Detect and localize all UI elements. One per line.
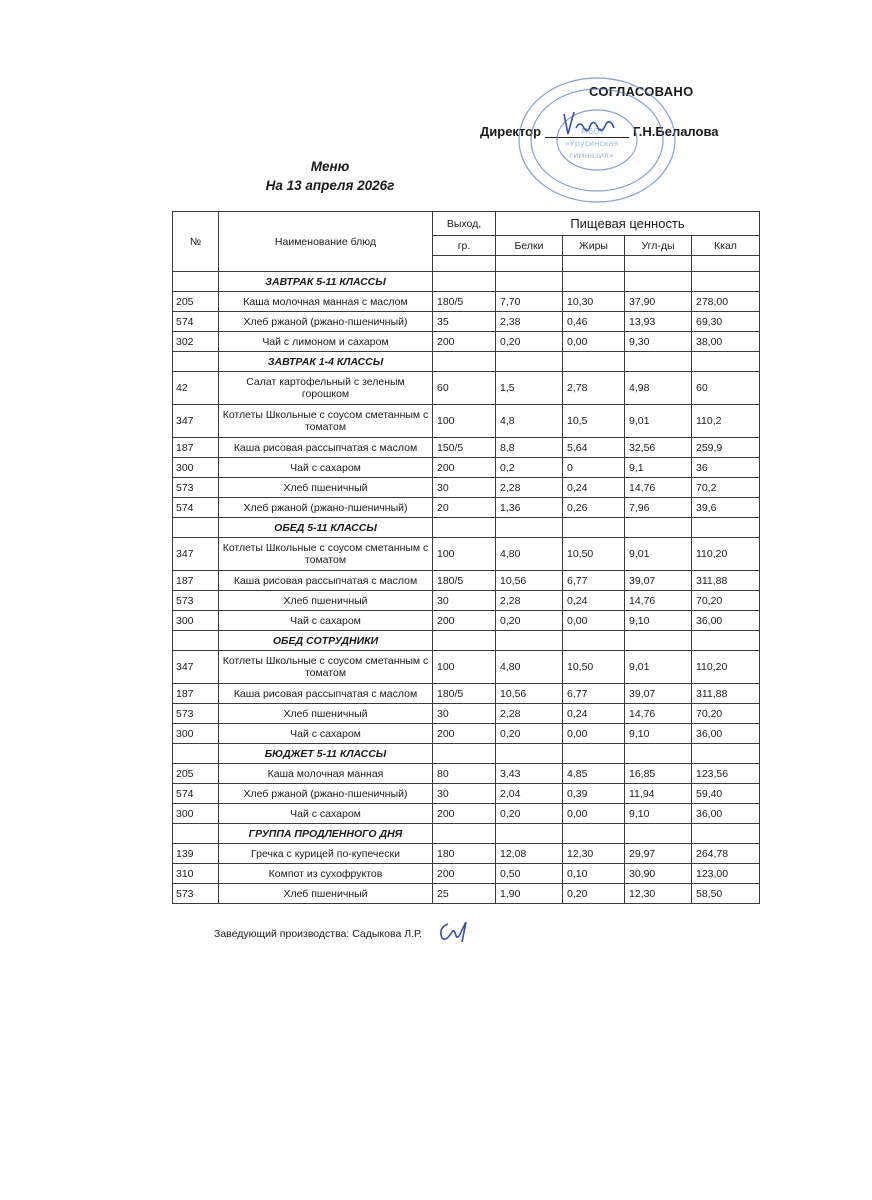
dish-kcal: 69,30 (692, 312, 760, 332)
dish-yield: 100 (433, 405, 496, 438)
section-spacer (433, 272, 496, 292)
dish-code: 574 (173, 312, 219, 332)
dish-name: Каша молочная манная (219, 764, 433, 784)
section-spacer (496, 631, 563, 651)
dish-yield: 200 (433, 804, 496, 824)
section-spacer (625, 744, 692, 764)
dish-fat: 0 (563, 458, 625, 478)
col-name-header: Наименование блюд (219, 212, 433, 272)
dish-yield: 200 (433, 864, 496, 884)
dish-fat: 0,00 (563, 332, 625, 352)
dish-kcal: 110,20 (692, 538, 760, 571)
dish-code: 187 (173, 571, 219, 591)
dish-carbs: 29,97 (625, 844, 692, 864)
section-spacer (692, 824, 760, 844)
svg-text:«Урусинская: «Урусинская (565, 139, 619, 148)
dish-protein: 2,38 (496, 312, 563, 332)
dish-protein: 3,43 (496, 764, 563, 784)
dish-name: Компот из сухофруктов (219, 864, 433, 884)
dish-fat: 0,24 (563, 478, 625, 498)
dish-fat: 0,00 (563, 611, 625, 631)
header-spacer (692, 256, 760, 272)
dish-name: Хлеб ржаной (ржано-пшеничный) (219, 498, 433, 518)
dish-fat: 0,10 (563, 864, 625, 884)
dish-code: 300 (173, 458, 219, 478)
dish-name: Каша рисовая рассыпчатая с маслом (219, 684, 433, 704)
dish-protein: 2,28 (496, 478, 563, 498)
dish-code: 574 (173, 784, 219, 804)
dish-fat: 0,39 (563, 784, 625, 804)
dish-fat: 0,46 (563, 312, 625, 332)
section-row (173, 824, 760, 844)
section-spacer (173, 824, 219, 844)
table-row (173, 571, 760, 591)
section-spacer (692, 744, 760, 764)
approved-label: СОГЛАСОВАНО (589, 84, 694, 99)
dish-kcal: 36,00 (692, 724, 760, 744)
dish-kcal: 58,50 (692, 884, 760, 904)
dish-code: 347 (173, 405, 219, 438)
section-spacer (563, 824, 625, 844)
dish-protein: 1,36 (496, 498, 563, 518)
dish-carbs: 14,76 (625, 591, 692, 611)
table-row (173, 724, 760, 744)
dish-fat: 6,77 (563, 684, 625, 704)
dish-name: Чай с сахаром (219, 804, 433, 824)
dish-yield: 25 (433, 884, 496, 904)
table-row (173, 651, 760, 684)
dish-name: Салат картофельный с зеленым горошком (219, 372, 433, 405)
dish-kcal: 36,00 (692, 804, 760, 824)
dish-code: 574 (173, 498, 219, 518)
dish-name: Хлеб пшеничный (219, 704, 433, 724)
section-spacer (496, 352, 563, 372)
dish-fat: 0,00 (563, 804, 625, 824)
dish-protein: 1,5 (496, 372, 563, 405)
section-title: ОБЕД СОТРУДНИКИ (219, 631, 433, 651)
dish-protein: 10,56 (496, 684, 563, 704)
dish-protein: 4,8 (496, 405, 563, 438)
dish-code: 347 (173, 538, 219, 571)
dish-carbs: 9,01 (625, 651, 692, 684)
dish-name: Каша рисовая рассыпчатая с маслом (219, 571, 433, 591)
dish-name: Котлеты Школьные с соусом сметанным с томатом (219, 538, 433, 571)
director-label: Директор (480, 124, 542, 139)
dish-carbs: 9,10 (625, 804, 692, 824)
dish-yield: 30 (433, 784, 496, 804)
dish-carbs: 9,01 (625, 405, 692, 438)
footer-signoff: Заведующий производства: Садыкова Л.Р. (214, 928, 422, 940)
section-spacer (433, 518, 496, 538)
dish-yield: 180 (433, 844, 496, 864)
dish-code: 187 (173, 684, 219, 704)
dish-fat: 0,24 (563, 591, 625, 611)
section-spacer (173, 744, 219, 764)
dish-fat: 0,24 (563, 704, 625, 724)
dish-yield: 35 (433, 312, 496, 332)
dish-name: Хлеб ржаной (ржано-пшеничный) (219, 784, 433, 804)
dish-fat: 0,20 (563, 884, 625, 904)
dish-protein: 8,8 (496, 438, 563, 458)
table-row (173, 884, 760, 904)
dish-protein: 1,90 (496, 884, 563, 904)
table-row (173, 591, 760, 611)
table-row (173, 478, 760, 498)
dish-name: Каша молочная манная с маслом (219, 292, 433, 312)
dish-yield: 180/5 (433, 571, 496, 591)
dish-yield: 30 (433, 704, 496, 724)
col-yield-unit: гр. (433, 236, 496, 256)
dish-protein: 0,20 (496, 611, 563, 631)
dish-name: Чай с сахаром (219, 458, 433, 478)
dish-yield: 60 (433, 372, 496, 405)
section-spacer (563, 518, 625, 538)
table-row (173, 372, 760, 405)
dish-kcal: 59,40 (692, 784, 760, 804)
dish-code: 302 (173, 332, 219, 352)
dish-protein: 0,20 (496, 332, 563, 352)
menu-table-body (173, 272, 760, 904)
section-spacer (563, 352, 625, 372)
table-row (173, 864, 760, 884)
dish-fat: 10,30 (563, 292, 625, 312)
dish-code: 139 (173, 844, 219, 864)
table-row (173, 684, 760, 704)
dish-name: Чай с лимоном и сахаром (219, 332, 433, 352)
section-spacer (173, 272, 219, 292)
dish-yield: 100 (433, 538, 496, 571)
dish-fat: 10,50 (563, 538, 625, 571)
dish-yield: 100 (433, 651, 496, 684)
dish-yield: 30 (433, 591, 496, 611)
section-spacer (563, 272, 625, 292)
table-row (173, 438, 760, 458)
table-row (173, 704, 760, 724)
section-spacer (496, 744, 563, 764)
section-spacer (433, 744, 496, 764)
section-spacer (496, 272, 563, 292)
section-spacer (433, 352, 496, 372)
table-row (173, 844, 760, 864)
table-row (173, 292, 760, 312)
dish-kcal: 259,9 (692, 438, 760, 458)
dish-kcal: 36,00 (692, 611, 760, 631)
dish-fat: 0,26 (563, 498, 625, 518)
table-row (173, 784, 760, 804)
dish-name: Котлеты Школьные с соусом сметанным с томатом (219, 651, 433, 684)
dish-kcal: 123,00 (692, 864, 760, 884)
dish-carbs: 9,30 (625, 332, 692, 352)
table-row (173, 458, 760, 478)
dish-fat: 5,64 (563, 438, 625, 458)
dish-yield: 200 (433, 458, 496, 478)
dish-carbs: 32,56 (625, 438, 692, 458)
header-spacer (563, 256, 625, 272)
dish-name: Котлеты Школьные с соусом сметанным с томатом (219, 405, 433, 438)
dish-code: 347 (173, 651, 219, 684)
section-spacer (433, 824, 496, 844)
col-fat-header: Жиры (563, 236, 625, 256)
director-name: Г.Н.Белалова (633, 124, 719, 139)
section-spacer (625, 824, 692, 844)
section-spacer (496, 518, 563, 538)
section-title: БЮДЖЕТ 5-11 КЛАССЫ (219, 744, 433, 764)
table-row (173, 498, 760, 518)
dish-fat: 2,78 (563, 372, 625, 405)
section-title: ГРУППА ПРОДЛЕННОГО ДНЯ (219, 824, 433, 844)
dish-carbs: 16,85 (625, 764, 692, 784)
dish-carbs: 9,1 (625, 458, 692, 478)
dish-carbs: 14,76 (625, 478, 692, 498)
section-title: ОБЕД 5-11 КЛАССЫ (219, 518, 433, 538)
dish-protein: 2,28 (496, 591, 563, 611)
table-row (173, 611, 760, 631)
dish-kcal: 110,20 (692, 651, 760, 684)
section-row (173, 631, 760, 651)
dish-carbs: 9,10 (625, 724, 692, 744)
col-number-header: № (173, 212, 219, 272)
dish-protein: 4,80 (496, 651, 563, 684)
dish-fat: 12,30 (563, 844, 625, 864)
dish-yield: 20 (433, 498, 496, 518)
dish-yield: 200 (433, 724, 496, 744)
dish-yield: 80 (433, 764, 496, 784)
table-row (173, 312, 760, 332)
dish-kcal: 311,88 (692, 684, 760, 704)
section-title: ЗАВТРАК 1-4 КЛАССЫ (219, 352, 433, 372)
menu-table (172, 211, 760, 904)
dish-kcal: 70,20 (692, 591, 760, 611)
dish-code: 300 (173, 804, 219, 824)
col-yield-header: Выход, (433, 212, 496, 236)
dish-carbs: 9,01 (625, 538, 692, 571)
dish-kcal: 38,00 (692, 332, 760, 352)
director-signature (560, 108, 620, 138)
dish-code: 573 (173, 591, 219, 611)
chef-signature (436, 918, 476, 944)
dish-yield: 150/5 (433, 438, 496, 458)
section-spacer (433, 631, 496, 651)
col-kcal-header: Ккал (692, 236, 760, 256)
dish-fat: 4,85 (563, 764, 625, 784)
svg-text:МБОУ: МБОУ (581, 127, 605, 136)
school-seal-stamp (505, 68, 685, 208)
dish-carbs: 9,10 (625, 611, 692, 631)
dish-code: 42 (173, 372, 219, 405)
dish-kcal: 278,00 (692, 292, 760, 312)
dish-carbs: 14,76 (625, 704, 692, 724)
dish-carbs: 7,96 (625, 498, 692, 518)
dish-kcal: 311,88 (692, 571, 760, 591)
page-title: Меню (310, 159, 350, 174)
table-row (173, 764, 760, 784)
section-spacer (692, 631, 760, 651)
section-row (173, 518, 760, 538)
dish-kcal: 123,56 (692, 764, 760, 784)
dish-carbs: 39,07 (625, 571, 692, 591)
dish-code: 205 (173, 764, 219, 784)
dish-name: Хлеб пшеничный (219, 884, 433, 904)
table-row (173, 332, 760, 352)
dish-code: 573 (173, 478, 219, 498)
section-spacer (173, 518, 219, 538)
dish-kcal: 60 (692, 372, 760, 405)
dish-carbs: 11,94 (625, 784, 692, 804)
dish-carbs: 13,93 (625, 312, 692, 332)
section-spacer (692, 272, 760, 292)
menu-title-block (240, 157, 420, 195)
dish-protein: 0,20 (496, 804, 563, 824)
svg-text:гимназия»: гимназия» (569, 151, 614, 160)
section-spacer (692, 352, 760, 372)
dish-carbs: 39,07 (625, 684, 692, 704)
header-spacer (496, 256, 563, 272)
col-nutrition-header: Пищевая ценность (496, 212, 760, 236)
dish-code: 573 (173, 884, 219, 904)
section-row (173, 272, 760, 292)
dish-fat: 10,50 (563, 651, 625, 684)
dish-kcal: 110,2 (692, 405, 760, 438)
dish-protein: 2,04 (496, 784, 563, 804)
dish-protein: 10,56 (496, 571, 563, 591)
dish-yield: 200 (433, 332, 496, 352)
dish-fat: 0,00 (563, 724, 625, 744)
section-spacer (625, 518, 692, 538)
dish-carbs: 30,90 (625, 864, 692, 884)
section-spacer (563, 631, 625, 651)
dish-name: Хлеб пшеничный (219, 478, 433, 498)
dish-kcal: 264,78 (692, 844, 760, 864)
dish-fat: 6,77 (563, 571, 625, 591)
dish-yield: 180/5 (433, 292, 496, 312)
section-spacer (496, 824, 563, 844)
dish-name: Гречка с курицей по-купечески (219, 844, 433, 864)
dish-protein: 4,80 (496, 538, 563, 571)
dish-code: 573 (173, 704, 219, 724)
dish-code: 300 (173, 724, 219, 744)
dish-name: Хлеб пшеничный (219, 591, 433, 611)
section-spacer (625, 272, 692, 292)
section-spacer (173, 631, 219, 651)
section-spacer (625, 352, 692, 372)
table-row (173, 405, 760, 438)
dish-fat: 10,5 (563, 405, 625, 438)
dish-yield: 200 (433, 611, 496, 631)
section-row (173, 352, 760, 372)
dish-code: 300 (173, 611, 219, 631)
dish-protein: 0,20 (496, 724, 563, 744)
dish-name: Хлеб ржаной (ржано-пшеничный) (219, 312, 433, 332)
dish-carbs: 12,30 (625, 884, 692, 904)
dish-kcal: 70,20 (692, 704, 760, 724)
header-spacer (625, 256, 692, 272)
dish-name: Чай с сахаром (219, 611, 433, 631)
section-title: ЗАВТРАК 5-11 КЛАССЫ (219, 272, 433, 292)
header-spacer (433, 256, 496, 272)
col-protein-header: Белки (496, 236, 563, 256)
section-spacer (625, 631, 692, 651)
section-spacer (563, 744, 625, 764)
dish-code: 205 (173, 292, 219, 312)
dish-protein: 0,2 (496, 458, 563, 478)
section-row (173, 744, 760, 764)
dish-yield: 30 (433, 478, 496, 498)
col-carbs-header: Угл-ды (625, 236, 692, 256)
dish-code: 310 (173, 864, 219, 884)
dish-protein: 12,08 (496, 844, 563, 864)
dish-kcal: 70,2 (692, 478, 760, 498)
dish-code: 187 (173, 438, 219, 458)
dish-kcal: 39,6 (692, 498, 760, 518)
dish-carbs: 4,98 (625, 372, 692, 405)
section-spacer (692, 518, 760, 538)
dish-protein: 2,28 (496, 704, 563, 724)
dish-yield: 180/5 (433, 684, 496, 704)
dish-kcal: 36 (692, 458, 760, 478)
table-row (173, 538, 760, 571)
dish-name: Каша рисовая рассыпчатая с маслом (219, 438, 433, 458)
dish-protein: 7,70 (496, 292, 563, 312)
dish-protein: 0,50 (496, 864, 563, 884)
table-row (173, 804, 760, 824)
dish-carbs: 37,90 (625, 292, 692, 312)
menu-date: На 13 апреля 2026г (265, 178, 395, 193)
dish-name: Чай с сахаром (219, 724, 433, 744)
section-spacer (173, 352, 219, 372)
